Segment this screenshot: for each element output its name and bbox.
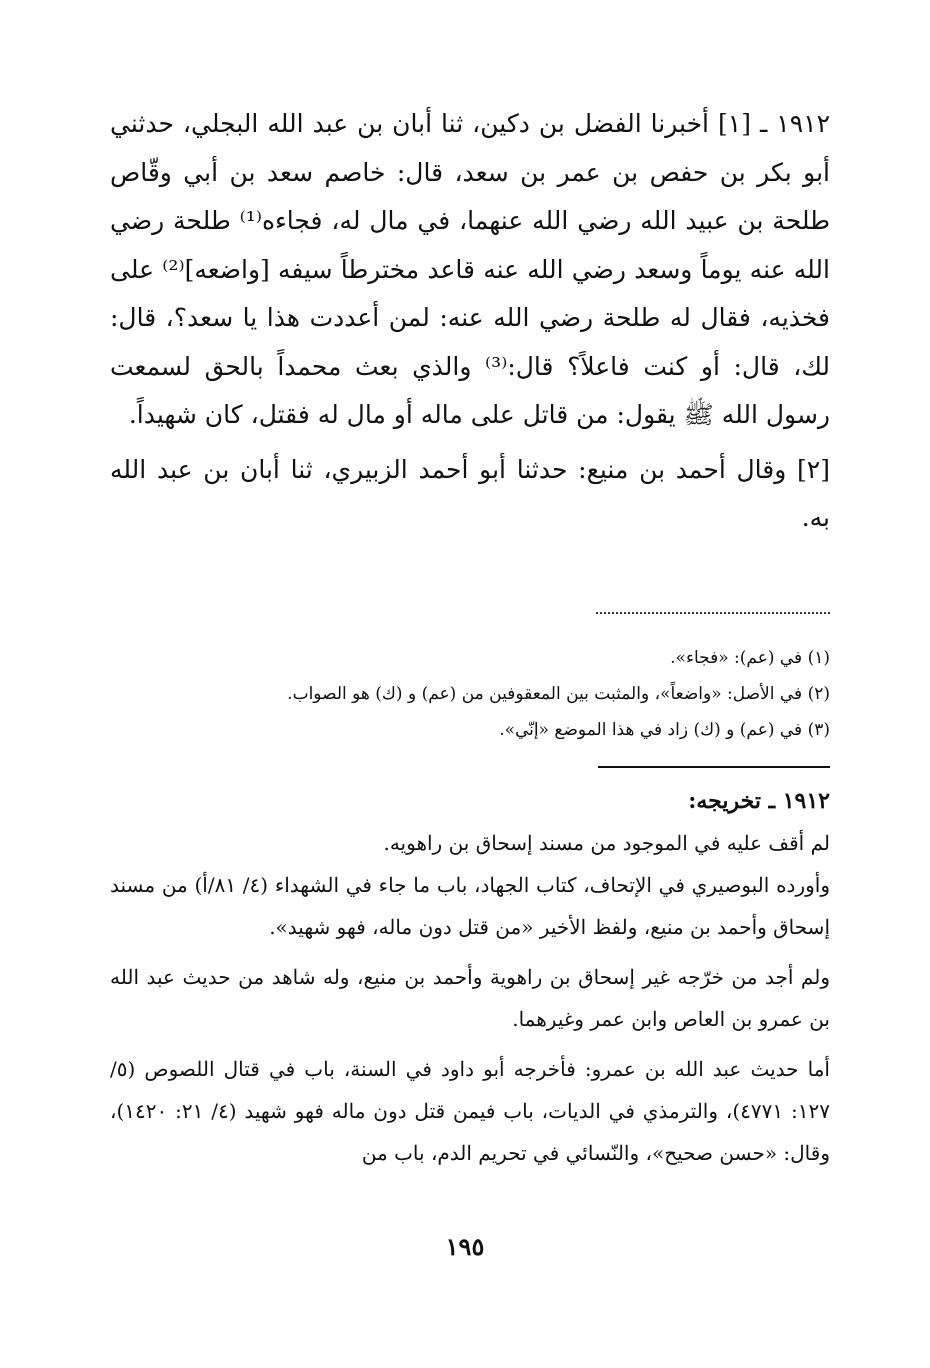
section-rule	[598, 766, 830, 768]
footnote-3: (٣) في (عم) و (ك) زاد في هذا الموضع «إنّي».	[499, 720, 830, 740]
footnote-separator	[596, 612, 830, 614]
takhrij-heading: ١٩١٢ ـ تخريجه:	[688, 788, 830, 814]
page-number: ١٩٥	[445, 1232, 485, 1261]
takhrij-paragraph: ولم أجد من خرّجه غير إسحاق بن راهوية وأحمد بن منيع، وله شاهد من حديث عبد الله بن عمرو بن العاص وابن عمر وغيرهما.	[110, 965, 830, 1031]
footnotes	[110, 640, 830, 748]
takhrij-section	[110, 780, 830, 1174]
hadith-paragraph-2: [٢] وقال أحمد بن منيع: حدثنا أبو أحمد الزبيري، ثنا أبان بن عبد الله به.	[110, 454, 830, 532]
footnote-1: (١) في (عم): «فجاء».	[670, 648, 830, 668]
takhrij-paragraph: وأورده البوصيري في الإتحاف، كتاب الجهاد، باب ما جاء في الشهداء (٤/ ٨١/أ) من مسند إسحاق وأحمد بن منيع، ولفظ الأخير «من قتل دون ماله، فهو شهيد».	[110, 873, 830, 939]
takhrij-paragraph: أما حديث عبد الله بن عمرو: فأخرجه أبو داود في السنة، باب في قتال اللصوص (٥/ ١٢٧: ٤٧٧١)، والترمذي في الديات، باب فيمن قتل دون ماله فهو شهيد (٤/ ٢١: ١٤٢٠)، وقال: «حسن صحيح»، والنّسائي في تحريم الدم، باب من	[110, 1057, 830, 1165]
takhrij-paragraph: لم أقف عليه في الموجود من مسند إسحاق بن راهويه.	[383, 831, 830, 855]
footnote-2: (٢) في الأصل: «واضعاً»، والمثبت بين المعقوفين من (عم) و (ك) هو الصواب.	[287, 684, 830, 704]
hadith-paragraph-1: ١٩١٢ ـ [١] أخبرنا الفضل بن دكين، ثنا أبان بن عبد الله البجلي، حدثني أبو بكر بن حفص بن عمر بن سعد، قال: خاصم سعد بن أبي وقّاص طلحة بن عبيد الله رضي الله عنهما، في مال له، فجاءه⁽¹⁾ طلحة رضي الله عنه يوماً وسعد رضي الله عنه قاعد مخترطاً سيفه [واضعه]⁽²⁾ على فخذيه، فقال له طلحة رضي الله عنه: لمن أعددت هذا يا سعد؟، قال: لك، قال: أو كنت فاعلاً؟ قال:⁽³⁾ والذي بعث محمداً بالحق لسمعت رسول الله ﷺ يقول: من قاتل على ماله أو مال له فقتل، كان شهيداً.	[110, 109, 831, 429]
main-text-block	[110, 100, 830, 543]
